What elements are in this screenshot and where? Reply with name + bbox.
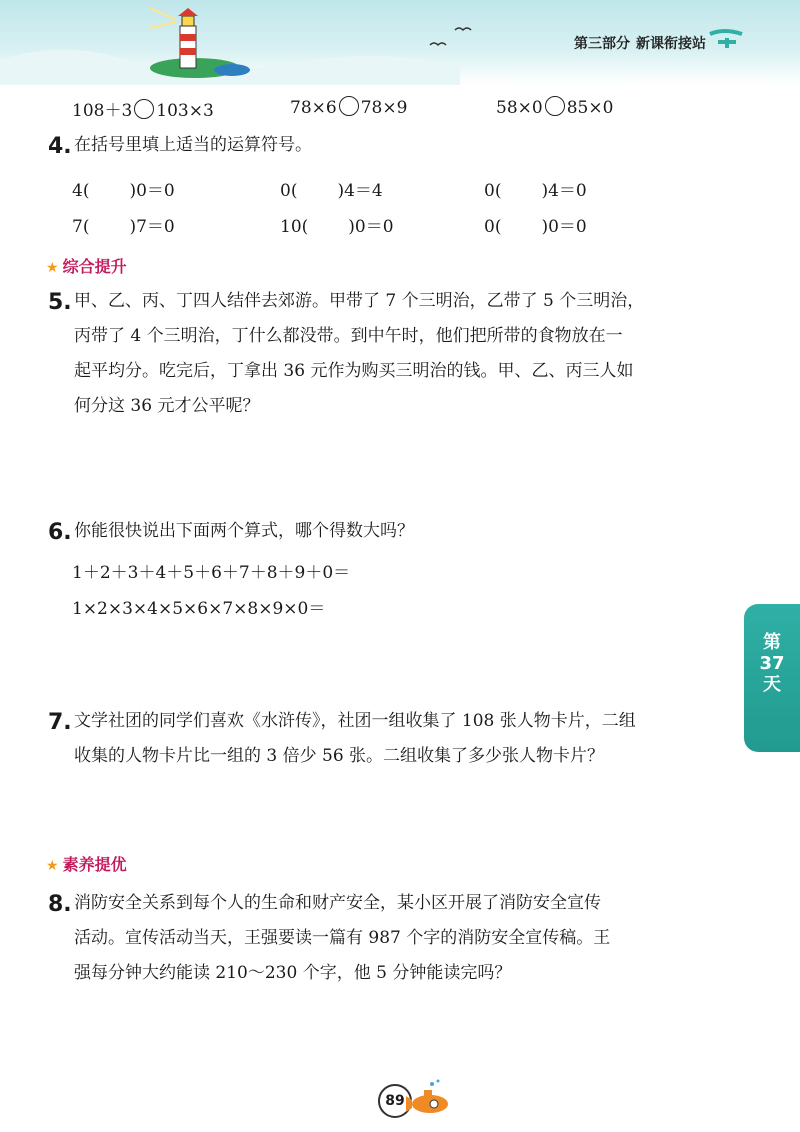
comparison-item — [72, 96, 214, 121]
fill-blank-item[interactable]: 10( )0＝0 — [280, 217, 394, 237]
bird-icon — [430, 43, 446, 45]
expression-product: 1×2×3×4×5×6×7×8×9×0＝ — [72, 599, 326, 619]
submarine-icon — [404, 1078, 454, 1118]
expression-left: 58×0 — [496, 98, 543, 118]
header-banner — [0, 0, 800, 85]
question-body: 消防安全关系到每个人的生命和财产安全，某小区开展了消防安全宣传 活动。宣传活动当天，王强要读一篇有 987 个字的消防安全宣传稿。王 强每分钟大约能读 210～230 个字，他 5 分钟能读完吗？ — [74, 893, 611, 983]
expression-sum: 1＋2＋3＋4＋5＋6＋7＋8＋9＋0＝ — [72, 563, 351, 583]
expression-right: 78×9 — [360, 98, 408, 118]
question-body: 文学社团的同学们喜欢《水浒传》，社团一组收集了 108 张人物卡片，二组 收集的人物卡片比一组的 3 倍少 56 张。二组收集了多少张人物卡片？ — [74, 711, 636, 766]
compare-circle[interactable] — [545, 96, 565, 116]
question-text: 你能很快说出下面两个算式，哪个得数大吗？ — [74, 521, 414, 541]
question-number: 7. — [48, 710, 72, 735]
book-logo-icon — [706, 28, 746, 50]
question-number: 8. — [48, 892, 72, 917]
expression-left: 78×6 — [290, 98, 337, 118]
comparison-item — [496, 96, 613, 118]
expression-left: 108＋3 — [72, 101, 133, 121]
compare-circle[interactable] — [134, 99, 154, 119]
section-title-excellence: ★ 素养提优 — [46, 855, 127, 874]
star-icon: ★ — [46, 858, 59, 874]
fill-blank-item[interactable]: 0( )4＝0 — [484, 181, 587, 201]
header-section-label: 第三部分 — [574, 36, 630, 52]
question-number: 4. — [48, 134, 72, 159]
question-number: 6. — [48, 520, 72, 545]
expression-right: 103×3 — [156, 101, 214, 121]
comparison-item — [290, 96, 407, 118]
fill-blank-item[interactable]: 4( )0＝0 — [72, 181, 175, 201]
question-number: 5. — [48, 290, 72, 315]
fill-blank-item[interactable]: 7( )7＝0 — [72, 217, 175, 237]
question-text: 在括号里填上适当的运算符号。 — [74, 135, 312, 155]
compare-circle[interactable] — [339, 96, 359, 116]
question-body: 甲、乙、丙、丁四人结伴去郊游。甲带了 7 个三明治，乙带了 5 个三明治， 丙带了 4 个三明治，丁什么都没带。到中午时，他们把所带的食物放在一 起平均分。吃完后，丁拿出 36 元作为购买三明治的钱。甲、乙、丙三人如 何分这 36 元才公平呢？ — [74, 291, 645, 416]
page-number: 89 — [378, 1084, 412, 1118]
bird-icon — [455, 28, 471, 30]
fill-blank-item[interactable]: 0( )4＝4 — [280, 181, 383, 201]
header-column-name: 新课衔接站 — [636, 36, 706, 52]
fill-blank-item[interactable]: 0( )0＝0 — [484, 217, 587, 237]
section-title-comprehensive: ★ 综合提升 — [46, 257, 127, 276]
day-tab: 第 37 天 — [744, 604, 800, 752]
star-icon: ★ — [46, 260, 59, 276]
expression-right: 85×0 — [566, 98, 614, 118]
